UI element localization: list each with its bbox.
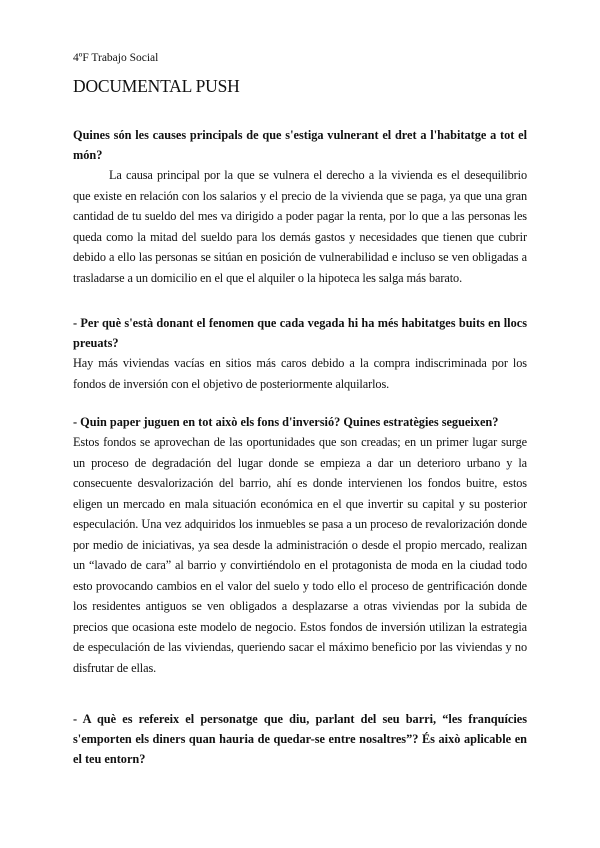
question-1: Quines són les causes principals de que s'estiga vulnerant el dret a l'habitatge a tot el món? [73,128,527,162]
answer-2: Hay más viviendas vacías en sitios más caros debido a la compra indiscriminada por los fondos de inversión con el objetivo de posteriormente alquilarlos. [73,356,527,391]
question-2: - Per què s'està donant el fenomen que cada vegada hi ha més habitatges buits en llocs preuats? [73,316,527,350]
course-header: 4ºF Trabajo Social [73,52,159,64]
document-title: DOCUMENTAL PUSH [73,76,240,96]
section-causes [73,125,527,288]
answer-3: Estos fondos se aprovechan de las oportunidades que son creadas; en un primer lugar surge un proceso de degradación del lugar donde se empieza a dar un deterioro urbano y la consecuente desvalorización del barrio, ahí es donde intervienen los fondos buitre, estos eligen un mercado en mala situación económica en el que invertir su capital y su posterior especulación. Una vez adquiridos los inmuebles se pasa a un proceso de revalorización donde por medio de iniciativas, ya sea desde la administración o desde el propio mercado, realizan un “lavado de cara” al barrio y convirtiéndolo en el protagonista de moda en la ciudad todo esto provocando cambios en el valor del suelo y todo ello el proceso de gentrificación donde los residentes antiguos se ven obligados a desplazarse a otras viviendas por la subida de precios que ocasiona este modelo de negocio. Estos fondos de inversión utilizan la estrategia de especulación de las viviendas, queriendo sacar el máximo beneficio por las viviendas y no disfrutar de ellas. [73,435,527,675]
question-4: - A què es refereix el personatge que diu, parlant del seu barri, “les franquícies s'emporten els diners quan hauria de quedar-se entre nosaltres”? És això aplicable en el teu entorn? [73,712,527,766]
section-franchises [73,709,527,769]
section-empty-housing [73,313,527,394]
answer-1: La causa principal por la que se vulnera el derecho a la vivienda es el desequilibrio que existe en relación con los salarios y el precio de la vivienda que se paga, ya que una gran cantidad de tu sueldo del mes va dirigido a poder pagar la renta, por lo que a las personas les queda como la mitad del sueldo para los demás gastos y necesidades que tienen que cubrir debido a ello las personas se sitúan en posición de vulnerabilidad e incluso se ven obligadas a trasladarse a un domicilio en el que el alquiler o la hipoteca les salga más barato. [73,168,527,285]
section-investment-funds [73,412,527,678]
question-3: - Quin paper juguen en tot això els fons d'inversió? Quines estratègies segueixen? [73,415,499,429]
